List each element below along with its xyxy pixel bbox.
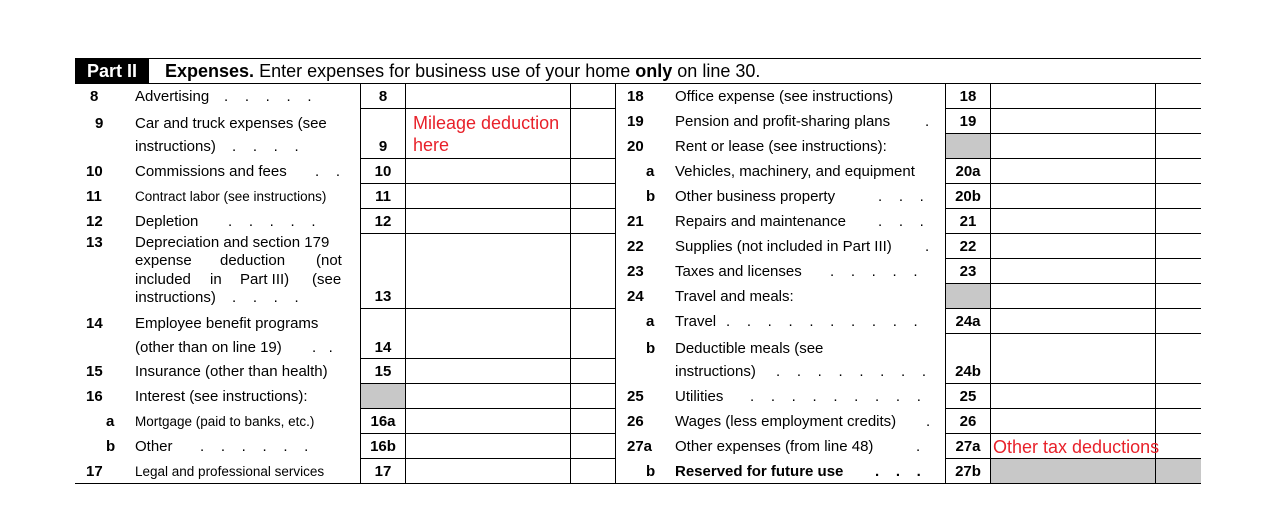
shaded-box-16: [361, 384, 405, 408]
line-14-label-1: Employee benefit programs: [135, 315, 319, 332]
line-27b-letter: b: [646, 463, 656, 480]
line-24b-leader: . . . . . . . .: [776, 363, 927, 380]
line-20-label: Rent or lease (see instructions):: [675, 138, 887, 155]
line-9-label-1: Car and truck expenses (see: [135, 115, 327, 132]
amount-field-16b[interactable]: [406, 434, 570, 458]
line-18-number: 18: [627, 88, 644, 105]
amount-field-20b[interactable]: [991, 184, 1155, 208]
line-13-leader: . . . .: [232, 289, 299, 306]
line-25-label: Utilities: [675, 388, 724, 405]
line-8-label: Advertising: [135, 88, 210, 105]
mileage-annotation-1: Mileage deduction: [413, 113, 560, 133]
line-24b-label-2: instructions): [675, 363, 756, 380]
line-27a-number: 27a: [627, 438, 653, 455]
line-24-label: Travel and meals:: [675, 288, 794, 305]
line-12-label: Depletion: [135, 213, 199, 230]
box-24b: 24b: [955, 363, 981, 380]
line-13-label-4: instructions): [135, 289, 216, 306]
box-12: 12: [374, 213, 392, 230]
amount-field-10[interactable]: [406, 159, 570, 183]
amount-field-17[interactable]: [406, 459, 570, 483]
line-11-label: Contract labor (see instructions): [135, 189, 327, 204]
line-16a-label: Mortgage (paid to banks, etc.): [135, 414, 315, 429]
line-17-label: Legal and professional services: [135, 464, 325, 479]
part-title: [165, 60, 760, 82]
line-24b-label-1: Deductible meals (see: [675, 340, 824, 357]
line-23-leader: . . . . .: [830, 263, 918, 280]
amount-field-23[interactable]: [991, 259, 1155, 283]
part-label: Part II: [75, 59, 149, 83]
line-10-number: 10: [86, 163, 103, 180]
line-20-number: 20: [627, 138, 644, 155]
line-24a-leader: . . . . . . . . . .: [726, 313, 918, 330]
line-19-label: Pension and profit-sharing plans: [675, 113, 891, 130]
amount-field-24b[interactable]: [991, 334, 1155, 383]
line-16-label: Interest (see instructions):: [135, 388, 308, 405]
box-10: 10: [374, 163, 392, 180]
box-8: 8: [378, 88, 388, 105]
box-22: 22: [959, 238, 977, 255]
line-11-number: 11: [86, 188, 102, 205]
box-24a: 24a: [955, 313, 981, 330]
amount-field-26[interactable]: [991, 409, 1155, 433]
amount-field-14[interactable]: [406, 309, 570, 358]
center-divider: [615, 83, 616, 484]
amount-field-25[interactable]: [991, 384, 1155, 408]
line-12-leader: . . . . .: [228, 213, 316, 230]
line-26-leader: .: [926, 413, 931, 430]
part-title-pre: Enter expenses for business use of your home: [254, 61, 636, 81]
amount-field-15[interactable]: [406, 359, 570, 383]
line-16b-label: Other: [135, 438, 173, 455]
amount-field-22[interactable]: [991, 234, 1155, 258]
line-9-label-2: instructions): [135, 138, 216, 155]
line-13-label-3b: in: [210, 271, 222, 288]
amount-field-16a[interactable]: [406, 409, 570, 433]
mileage-annotation-2: here: [413, 135, 450, 155]
line-15-label: Insurance (other than health): [135, 363, 328, 380]
line-13-label-3d: (see: [312, 271, 342, 288]
box-15: 15: [374, 363, 392, 380]
shaded-divider-27b: [1155, 459, 1156, 483]
line-20a-letter: a: [646, 163, 655, 180]
line-19-leader: .: [925, 113, 930, 130]
line-25-leader: . . . . . . . . .: [750, 388, 921, 405]
line-23-label: Taxes and licenses: [675, 263, 802, 280]
line-27a-leader: .: [916, 438, 921, 455]
part-title-post: on line 30.: [672, 61, 761, 81]
line-26-number: 26: [627, 413, 644, 430]
box-18: 18: [959, 88, 977, 105]
line-27a-label: Other expenses (from line 48): [675, 438, 874, 455]
line-21-leader: . . .: [878, 213, 924, 230]
line-13-label-2a: expense: [135, 252, 192, 269]
line-25-number: 25: [627, 388, 644, 405]
line-9-number: 9: [95, 115, 104, 132]
bottom-rule: [75, 483, 1201, 484]
box-27a: 27a: [955, 438, 981, 455]
line-24b-letter: b: [646, 340, 656, 357]
amount-field-19[interactable]: [991, 109, 1155, 133]
amount-field-21[interactable]: [991, 209, 1155, 233]
line-24-number: 24: [627, 288, 644, 305]
box-20a: 20a: [955, 163, 981, 180]
line-13-label-3a: included: [135, 271, 191, 288]
line-27b-label: Reserved for future use: [675, 463, 844, 480]
amount-field-8[interactable]: [406, 84, 570, 108]
line-8-number: 8: [90, 88, 99, 105]
amount-field-24a[interactable]: [991, 309, 1155, 333]
line-22-label: Supplies (not included in Part III): [675, 238, 892, 255]
line-18-label: Office expense (see instructions): [675, 88, 894, 105]
line-12-number: 12: [86, 213, 103, 230]
line-20b-label: Other business property: [675, 188, 836, 205]
line-14-number: 14: [86, 315, 103, 332]
box-16b: 16b: [370, 438, 396, 455]
line-10-leader: . .: [315, 163, 341, 180]
line-24a-letter: a: [646, 313, 655, 330]
line-16b-leader: . . . . . .: [200, 438, 309, 455]
box-9: 9: [378, 138, 388, 155]
line-13-label-2c: (not: [316, 252, 342, 269]
line-16-number: 16: [86, 388, 103, 405]
other-deductions-annotation: Other tax deductions: [993, 437, 1160, 457]
box-20b: 20b: [955, 188, 981, 205]
line-13-label-3c: Part III): [240, 271, 290, 288]
line-27b-leader: . . .: [875, 463, 921, 480]
line-21-label: Repairs and maintenance: [675, 213, 846, 230]
line-16b-letter: b: [106, 438, 116, 455]
box-25: 25: [959, 388, 977, 405]
line-13-number: 13: [86, 234, 103, 251]
line-26-label: Wages (less employment credits): [675, 413, 897, 430]
amount-field-12[interactable]: [406, 209, 570, 233]
line-23-number: 23: [627, 263, 644, 280]
box-19: 19: [959, 113, 977, 130]
box-16a: 16a: [370, 413, 396, 430]
part-title-only: only: [635, 61, 673, 81]
line-20b-leader: . . .: [878, 188, 924, 205]
line-17-number: 17: [86, 463, 103, 480]
shaded-box-24: [946, 284, 990, 308]
box-13: 13: [374, 288, 392, 305]
line-14-label-2: (other than on line 19): [135, 339, 282, 356]
box-26: 26: [959, 413, 977, 430]
box-23: 23: [959, 263, 977, 280]
box-11: 11: [375, 188, 391, 205]
line-9-leader: . . . .: [232, 138, 299, 155]
line-20a-label: Vehicles, machinery, and equipment: [675, 163, 915, 180]
line-8-leader: . . . . .: [224, 88, 312, 105]
left-cents-divider: [570, 83, 571, 484]
line-20b-letter: b: [646, 188, 656, 205]
line-13-label-1: Depreciation and section 179: [135, 234, 330, 251]
line-22-number: 22: [627, 238, 644, 255]
amount-field-18[interactable]: [991, 84, 1155, 108]
amount-field-20a[interactable]: [991, 159, 1155, 183]
shaded-box-20: [946, 134, 990, 158]
line-14-leader: . .: [312, 339, 333, 356]
box-14: 14: [374, 339, 392, 356]
line-13-label-2b: deduction: [220, 252, 286, 269]
line-21-number: 21: [627, 213, 644, 230]
top-rule: [75, 58, 1201, 59]
box-17: 17: [374, 463, 392, 480]
line-19-number: 19: [627, 113, 644, 130]
box-27b: 27b: [955, 463, 981, 480]
shaded-amount-27b: [991, 459, 1201, 483]
line-10-label: Commissions and fees: [135, 163, 287, 180]
part-title-bold: Expenses.: [165, 61, 255, 81]
line-16a-letter: a: [106, 413, 115, 430]
amount-field-13[interactable]: [406, 234, 570, 308]
line-22-leader: .: [925, 238, 930, 255]
line-15-number: 15: [86, 363, 103, 380]
line-24a-label: Travel: [675, 313, 717, 330]
box-21: 21: [959, 213, 977, 230]
amount-field-11[interactable]: [406, 184, 570, 208]
